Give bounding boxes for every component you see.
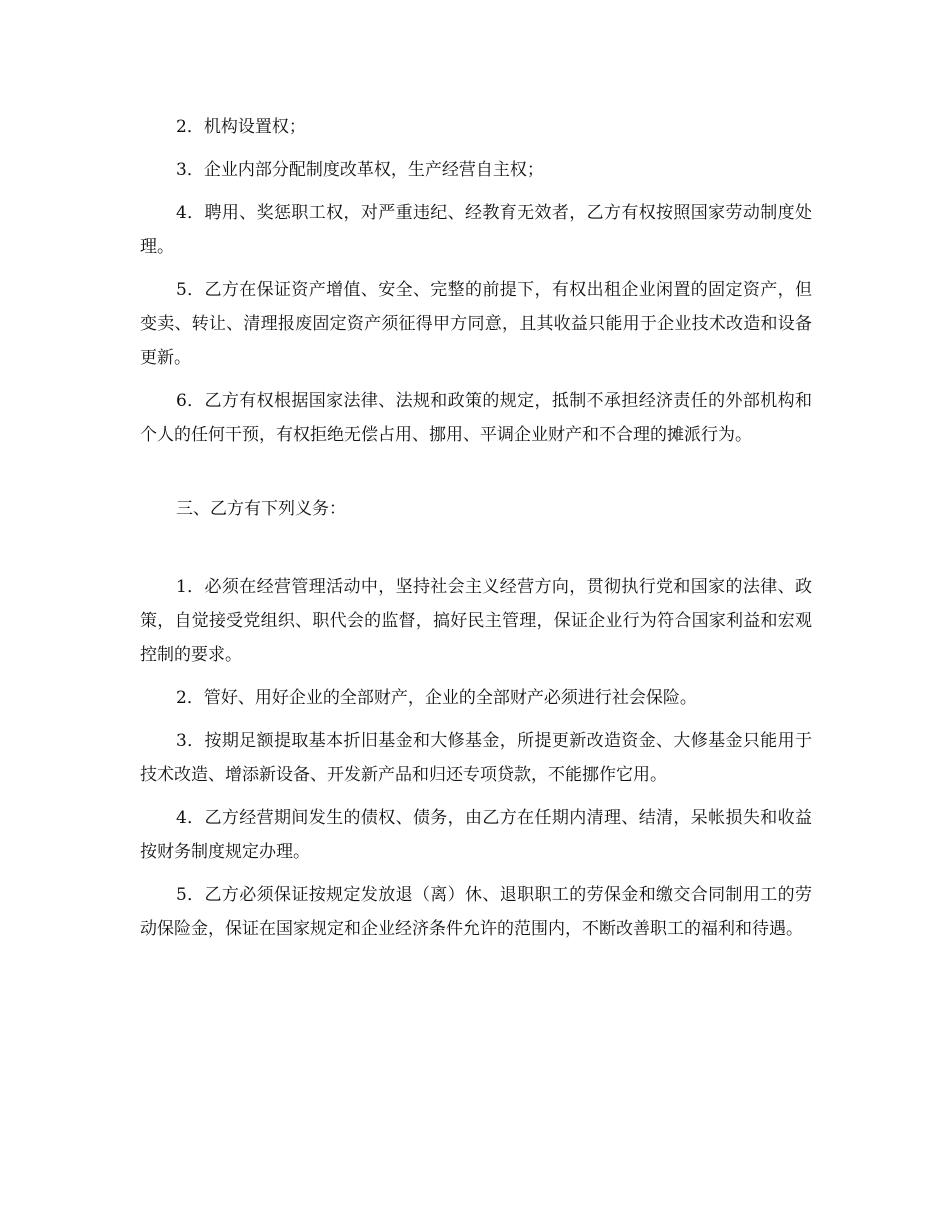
paragraph-obligation-2: 2．管好、用好企业的全部财产，企业的全部财产必须进行社会保险。 bbox=[176, 688, 697, 708]
paragraph-right-3: 3．企业内部分配制度改革权，生产经营自主权； bbox=[176, 160, 544, 180]
paragraph-obligation-5: 5．乙方必须保证按规定发放退（离）休、退职职工的劳保金和缴交合同制用工的劳动保险金，保证在国家规定和企业经济条件允许的范围内，不断改善职工的福利和待遇。 bbox=[140, 885, 812, 939]
paragraph-right-2: 2．机构设置权； bbox=[176, 117, 306, 137]
paragraph-right-4: 4．聘用、奖惩职工权，对严重违纪、经教育无效者，乙方有权按照国家劳动制度处理。 bbox=[140, 203, 812, 257]
paragraph-right-6: 6．乙方有权根据国家法律、法规和政策的规定，抵制不承担经济责任的外部机构和个人的任何干预，有权拒绝无偿占用、挪用、平调企业财产和不合理的摊派行为。 bbox=[140, 391, 812, 445]
paragraph-obligation-1: 1．必须在经营管理活动中，坚持社会主义经营方向，贯彻执行党和国家的法律、政策，自觉接受党组织、职代会的监督，搞好民主管理，保证企业行为符合国家利益和宏观控制的要求。 bbox=[140, 577, 812, 665]
paragraph-obligation-3: 3．按期足额提取基本折旧基金和大修基金，所提更新改造资金、大修基金只能用于技术改造、增添新设备、开发新产品和归还专项贷款，不能挪作它用。 bbox=[140, 731, 812, 785]
section-heading-obligations: 三、乙方有下列义务： bbox=[176, 499, 346, 519]
paragraph-right-5: 5．乙方在保证资产增值、安全、完整的前提下，有权出租企业闲置的固定资产，但变卖、转让、清理报废固定资产须征得甲方同意，且其收益只能用于企业技术改造和设备更新。 bbox=[140, 280, 812, 368]
document-page bbox=[140, 110, 812, 955]
paragraph-obligation-4: 4．乙方经营期间发生的债权、债务，由乙方在任期内清理、结清，呆帐损失和收益按财务制度规定办理。 bbox=[140, 808, 812, 862]
